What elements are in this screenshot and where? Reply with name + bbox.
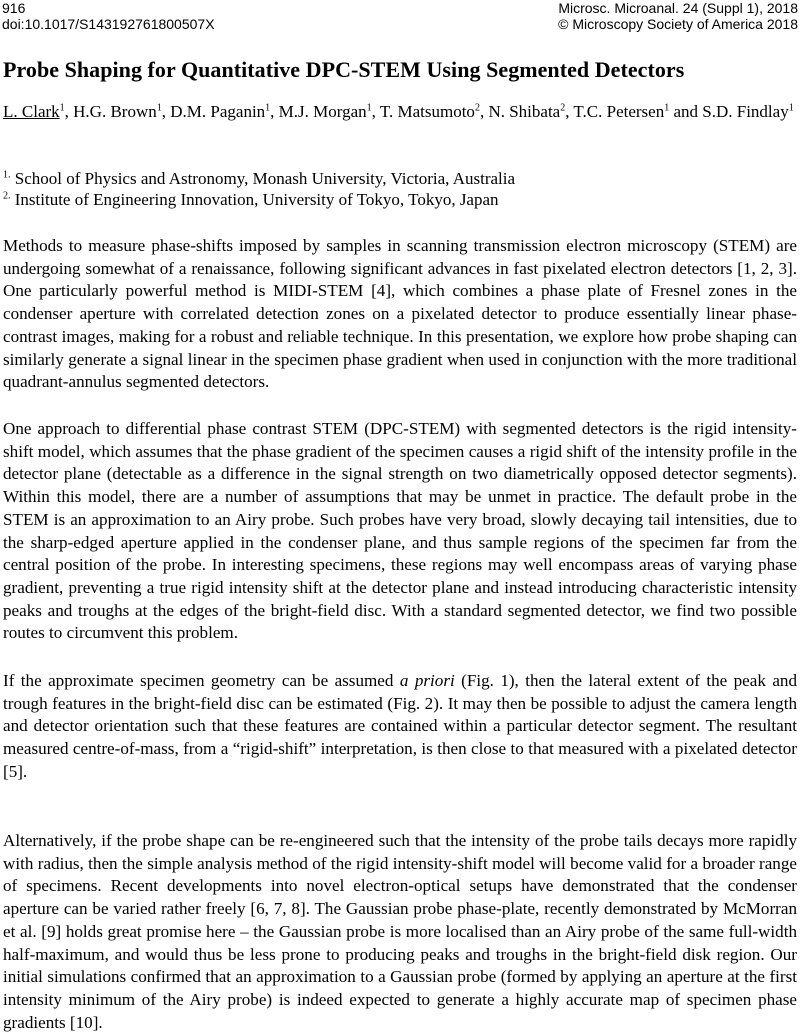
author-name: , H.G. Brown [64, 102, 157, 121]
author-name: , T. Matsumoto [371, 102, 475, 121]
author-name: , N. Shibata [479, 102, 561, 121]
affiliation-text: Institute of Engineering Innovation, University of Tokyo, Tokyo, Japan [10, 190, 499, 209]
affiliation-2 [3, 189, 797, 210]
body-paragraph-2: One approach to differential phase contrast STEM (DPC-STEM) with segmented detectors is the rigid intensity-shift model, which assumes that the phase gradient of the specimen causes a rigid shift of the intensity profile in the detector plane (detectable as a difference in the signal strength on two diametrically opposed detector segments). Within this model, there are a number of assumptions that may be unmet in practice. The default probe in the STEM is an approximation to an Airy probe. Such probes have very broad, slowly decaying tail intensities, due to the sharp-edged aperture applied in the condenser plane, and thus sample regions of the specimen far from the central position of the probe. In interesting specimens, these regions may well encompass areas of varying phase gradient, preventing a true rigid intensity shift at the detector plane and instead introducing characteristic intensity peaks and troughs at the edges of the bright-field disc. With a standard segmented detector, we find two possible routes to circumvent this problem. [3, 419, 797, 643]
body-paragraph-3 [3, 670, 797, 784]
author-list [3, 101, 797, 123]
author-affiliation-mark: 1 [788, 102, 794, 114]
body-paragraph-4: Alternatively, if the probe shape can be re-engineered such that the intensity of the probe tails decays more rapidly with radius, then the simple analysis method of the rigid intensity-shift model will become valid for a broader range of specimens. Recent developments into novel electron-optical setups have demonstrated that the condenser aperture can be varied rather freely [6, 7, 8]. The Gaussian probe phase-plate, recently demonstrated by McMorran et al. [9] holds great promise here – the Gaussian probe is more localised than an Airy probe of the same full-width half-maximum, and would thus be less prone to producing peaks and troughs in the bright-field disk region. Our initial simulations confirmed that an approximation to a Gaussian probe (formed by applying an aperture at the first intensity minimum of the Airy probe) is indeed expected to generate a highly accurate map of specimen phase gradients [10]. [3, 831, 797, 1032]
journal-citation: Microsc. Microanal. 24 (Suppl 1), 2018 [558, 0, 798, 16]
paragraph-text: If the approximate specimen geometry can be assumed [3, 671, 400, 690]
author-name: , D.M. Paganin [161, 102, 266, 121]
paper-title: Probe Shaping for Quantitative DPC-STEM Using Segmented Detectors [3, 57, 685, 82]
page-header-right [558, 0, 798, 32]
paragraph-text: (Fig. 1), then the lateral extent of the peak and trough features in the bright-field disc can be estimated (Fig. 2). It may then be possible to adjust the camera length and detector orientation such that these features are contained within a particular detector segment. The resultant measured centre-of-mass, from a “rigid-shift” interpretation, is then close to that measured with a pixelated detector [5]. [3, 671, 798, 781]
author-name: and S.D. Findlay [669, 102, 789, 121]
author-affiliation-mark: 2 [560, 102, 566, 114]
affiliation-text: School of Physics and Astronomy, Monash University, Victoria, Australia [10, 169, 516, 188]
author-affiliation-mark: 1 [366, 102, 372, 114]
page-number: 916 [2, 0, 26, 16]
copyright: © Microscopy Society of America 2018 [558, 16, 798, 32]
author-name: , T.C. Petersen [565, 102, 665, 121]
author-affiliation-mark: 1 [59, 102, 65, 114]
emphasis-text: a priori [399, 671, 455, 690]
affiliation-1 [3, 168, 797, 189]
author-affiliation-mark: 1 [156, 102, 162, 114]
author-name: L. Clark [3, 102, 60, 121]
doi: doi:10.1017/S143192761800507X [2, 16, 215, 32]
author-affiliation-mark: 1 [265, 102, 271, 114]
author-affiliation-mark: 1 [664, 102, 670, 114]
page-header-left [2, 0, 215, 32]
affiliation-mark: 2. [3, 190, 11, 202]
body-paragraph-1: Methods to measure phase-shifts imposed by samples in scanning transmission electron microscopy (STEM) are undergoing somewhat of a renaissance, following significant advances in fast pixelated electron detectors [1, 2, 3]. One particularly powerful method is MIDI-STEM [4], which combines a phase plate of Fresnel zones in the condenser aperture with correlated detection zones on a pixelated detector to produce essentially linear phase-contrast images, making for a robust and reliable technique. In this presentation, we explore how probe shaping can similarly generate a signal linear in the specimen phase gradient when used in conjunction with the more traditional quadrant-annulus segmented detectors. [3, 236, 797, 392]
author-name: , M.J. Morgan [270, 102, 367, 121]
affiliation-mark: 1. [3, 169, 11, 181]
author-affiliation-mark: 2 [474, 102, 480, 114]
